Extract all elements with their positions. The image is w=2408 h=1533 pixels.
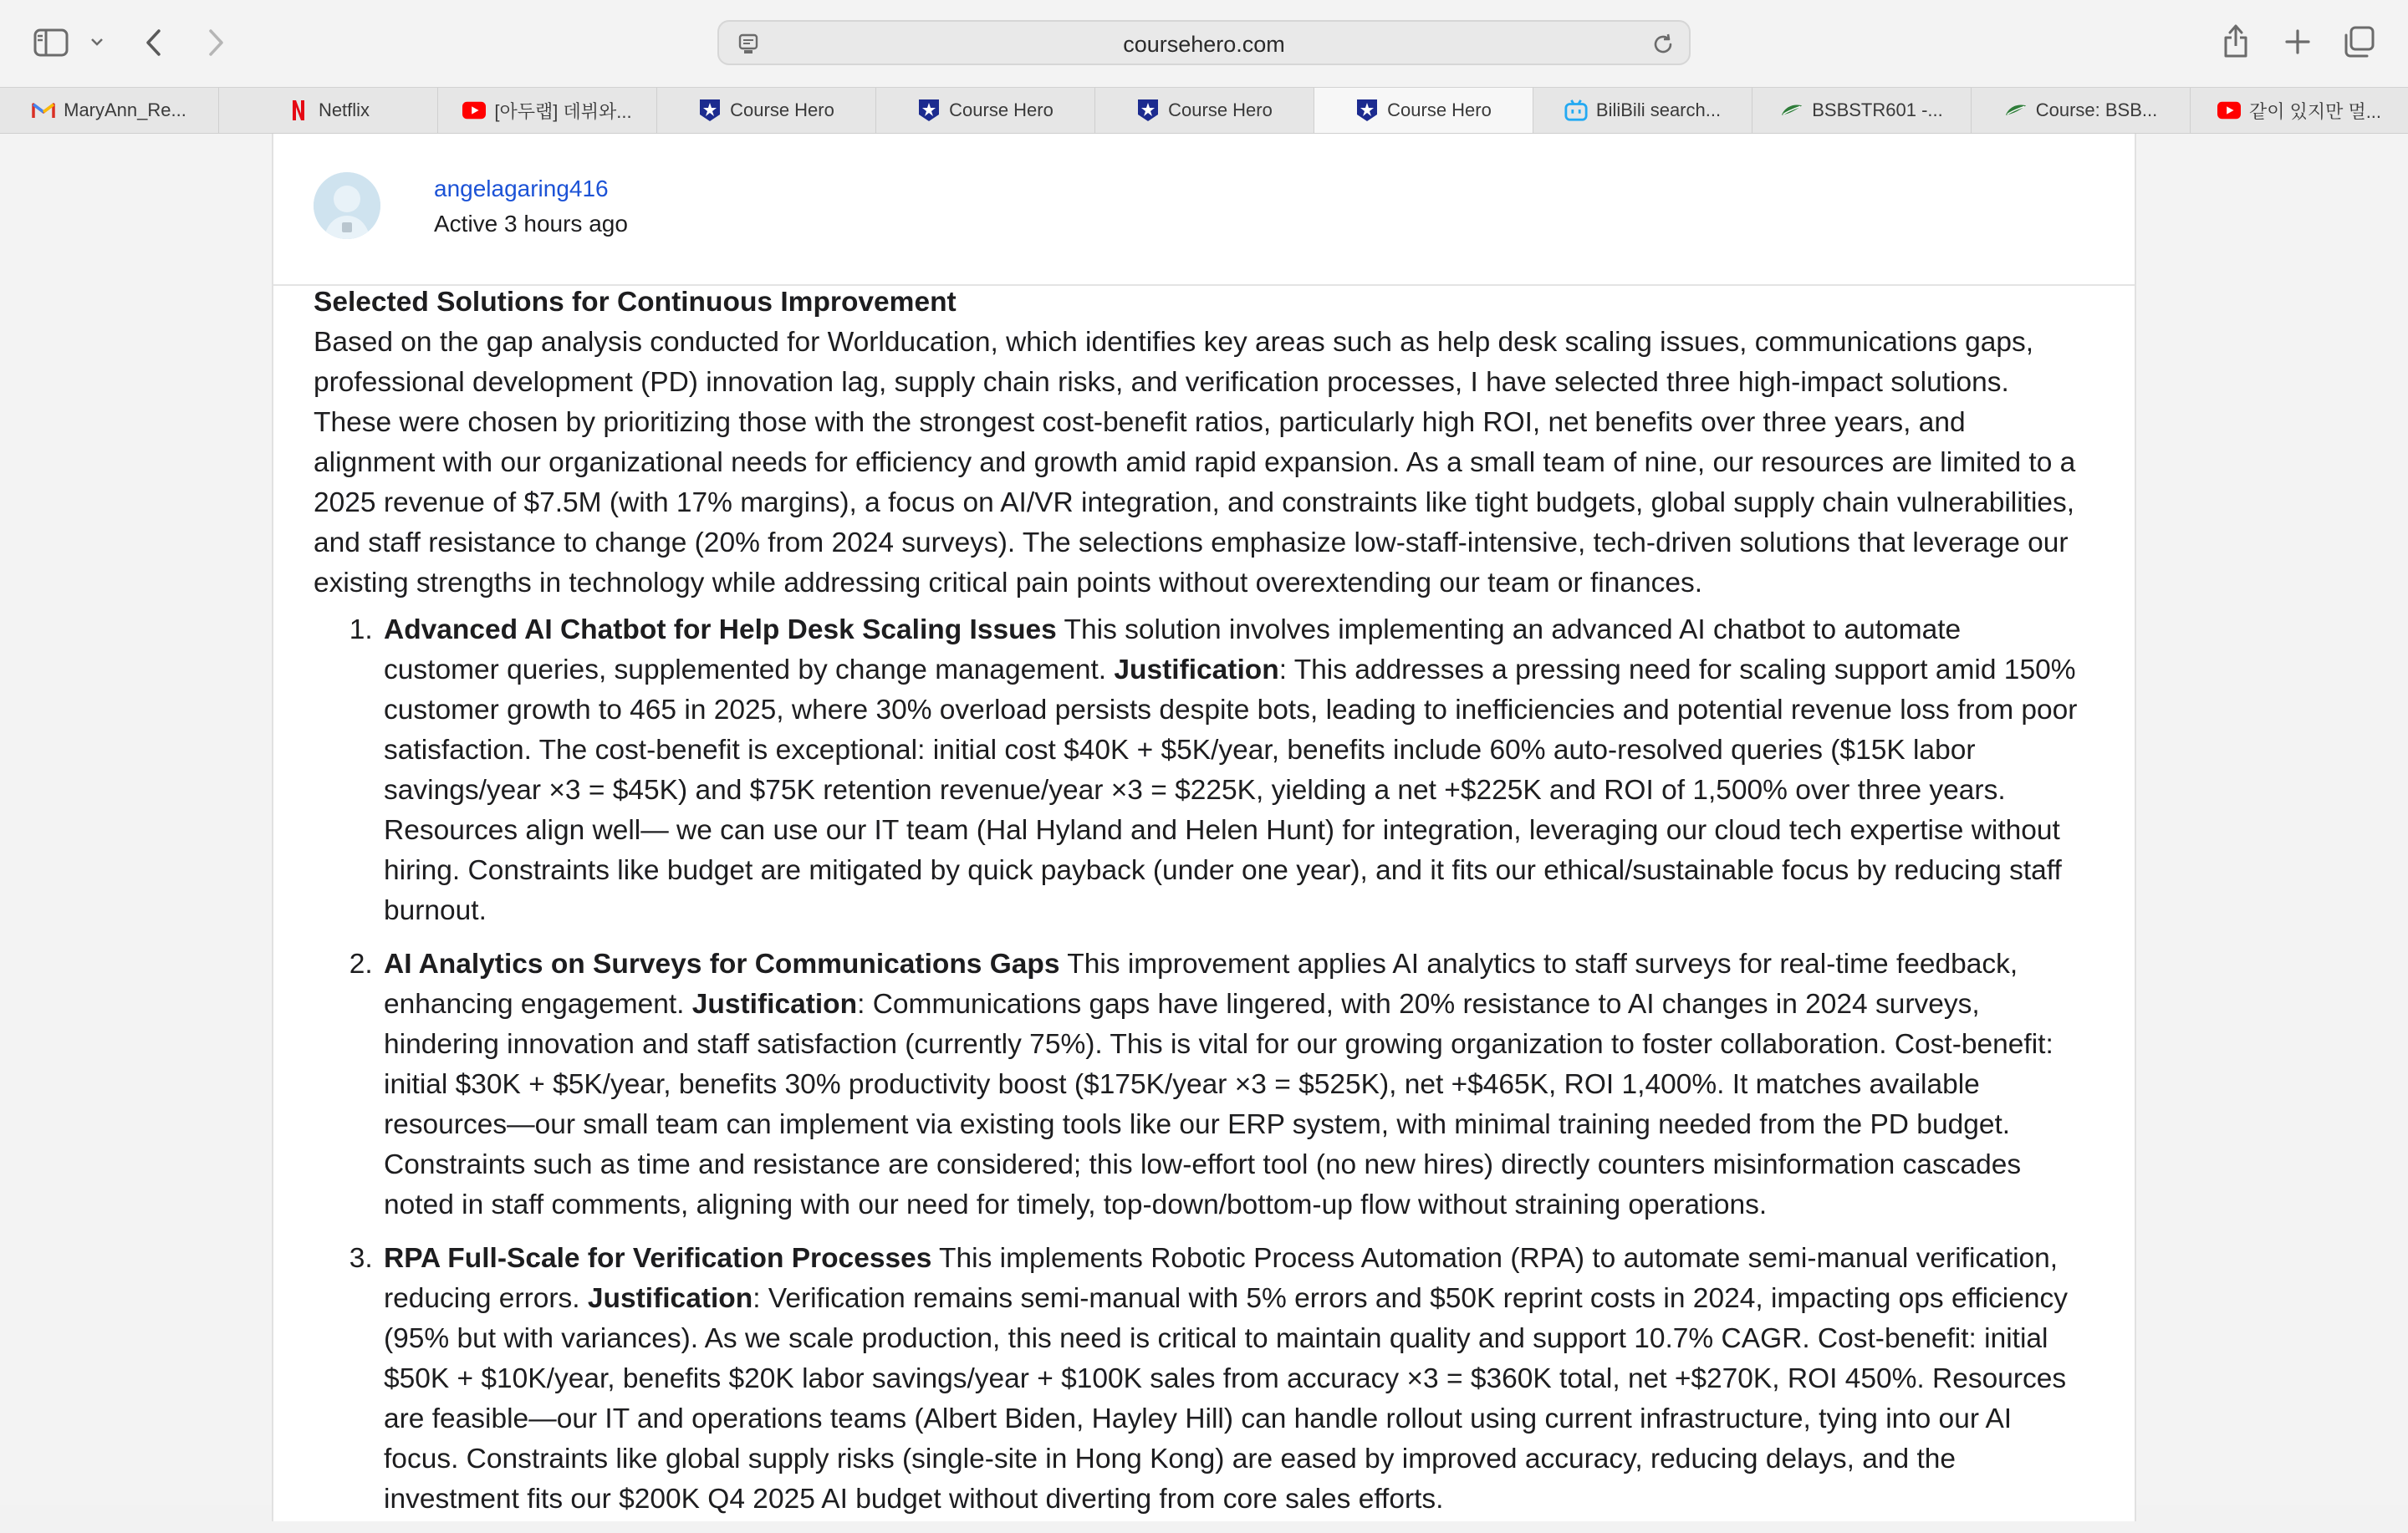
tab-label: Course Hero [730, 99, 834, 120]
post-intro: Based on the gap analysis conducted for Worlducation, which identifies key areas such as help desk scaling issues, communications gaps, professional development (PD) innovation lag, supply chain risks, and verification processes, I have selected three high-impact solutions. These were chosen by prioritizing those with the strongest cost-benefit ratios, particularly high ROI, net benefits over three years, and alignment with our organizational needs for efficiency and growth amid rapid expansion. As a small team of nine, our resources are limited to a 2025 revenue of $7.5M (with 17% margins), a focus on AI/VR integration, and constraints like tight budgets, global supply chain vulnerabilities, and staff resistance to change (20% from 2024 surveys). The selections emphasize low-staff-intensive, tech-driven solutions that leverage our existing strengths in technology while addressing critical pain points without overextending our team or finances. [314, 327, 2076, 598]
post-card [272, 134, 2136, 1521]
author-status: Active 3 hours ago [434, 211, 628, 237]
tab-youtube-1[interactable] [438, 88, 657, 133]
leaf-icon [2004, 99, 2028, 122]
solution-title: AI Analytics on Surveys for Communications Gaps [384, 949, 1060, 980]
solution-body: : Verification remains semi-manual with 5% errors and $50K reprint costs in 2024, impacting ops efficiency (95% but with variances). As we scale production, this need is critical to maintain quality and support 10.7% CAGR. Cost-benefit: initial $50K + $10K/year, benefits $20K labor savings/year + $100K sales from accuracy ×3 = $360K total, net +$270K, ROI 450%. Resources are feasible—our IT and operations teams (Albert Biden, Hayley Hill) can handle rollout using current infrastructure, tying into our AI focus. Constraints like global supply risks (single-site in Hong Kong) are eased by improved accuracy, reducing delays, and the investment fits our $200K Q4 2025 AI budget without diverting from core sales efforts. [384, 1283, 2068, 1515]
coursehero-icon [1136, 99, 1160, 122]
coursehero-icon [698, 99, 722, 122]
solution-body: : Communications gaps have lingered, with 20% resistance to AI changes in 2024 surveys, hindering innovation and staff satisfaction (currently 75%). This is vital for our growing organization to foster collaboration. Cost-benefit: initial $30K + $5K/year, benefits 30% productivity boost ($175K/year ×3 = $525K), net +$465K, ROI 1,400%. It matches available resources—our small team can implement via existing tools like our ERP system, with minimal training needed from the PD budget. Constraints such as time and resistance are considered; this low-effort tool (no new hires) directly counters misinformation cascades noted in staff comments, aligning with our need for timely, top-down/bottom-up flow without straining operations. [384, 989, 2053, 1220]
reload-icon[interactable] [1650, 32, 1676, 57]
gmail-icon [32, 99, 55, 122]
browser-toolbar [0, 0, 2408, 87]
tab-coursehero-2[interactable] [876, 88, 1095, 133]
netflix-icon [287, 99, 310, 122]
tab-label: Course Hero [1168, 99, 1273, 120]
tab-course-bsb[interactable] [1972, 88, 2191, 133]
tab-bar [0, 87, 2408, 134]
tab-label: Course: BSB... [2035, 99, 2158, 120]
tab-label: 같이 있지만 멀... [2248, 100, 2382, 122]
tab-label: Netflix [318, 99, 370, 120]
tab-label: Course Hero [949, 99, 1054, 120]
new-tab-plus-icon[interactable] [2281, 25, 2314, 59]
solution-title: Advanced AI Chatbot for Help Desk Scaling Issues [384, 614, 1057, 645]
solution-title: RPA Full-Scale for Verification Processes [384, 1243, 932, 1274]
tab-coursehero-3[interactable] [1095, 88, 1314, 133]
author-name-link[interactable]: angelagaring416 [434, 176, 609, 201]
tab-label: MaryAnn_Re... [64, 99, 186, 120]
tab-netflix[interactable] [219, 88, 438, 133]
tab-overview-icon[interactable] [2341, 23, 2378, 60]
chevron-down-icon[interactable] [87, 32, 107, 52]
tab-label: Course Hero [1387, 99, 1492, 120]
justification-label: Justification [587, 1283, 753, 1314]
tab-gmail[interactable] [0, 88, 219, 133]
list-item [380, 945, 2083, 1225]
solution-lead: This implements Robotic Process Automation (RPA) to automate semi-manual verification, reducing errors. [384, 1243, 2059, 1314]
justification-label: Justification [1114, 654, 1279, 685]
tab-coursehero-1[interactable] [657, 88, 876, 133]
back-arrow-icon[interactable] [139, 23, 169, 62]
coursehero-icon [917, 99, 941, 122]
tab-youtube-2[interactable] [2191, 88, 2408, 133]
youtube-icon [2217, 99, 2241, 122]
post-heading: Selected Solutions for Continuous Improvement [314, 287, 957, 318]
solution-lead: This solution involves implementing an advanced AI chatbot to automate customer queries, supplemented by change management. [384, 614, 1962, 685]
bilibili-icon [1564, 99, 1588, 122]
sidebar-toggle-icon[interactable] [33, 25, 69, 60]
solution-lead: This improvement applies AI analytics to staff surveys for real-time feedback, enhancing engagement. [384, 949, 2018, 1020]
address-bar[interactable] [717, 20, 1691, 65]
tab-label: BiliBili search... [1595, 99, 1722, 120]
address-url: coursehero.com [1123, 32, 1285, 57]
coursehero-icon [1355, 99, 1379, 122]
solution-body: : This addresses a pressing need for scaling support amid 150% customer growth to 465 in 2025, where 30% overload persists despite bots, leading to inefficiencies and potential revenue loss from poor satisfaction. The cost-benefit is exceptional: initial cost $40K + $5K/year, benefits include 60% auto-resolved queries ($15K labor savings/year ×3 = $45K) and $75K retention revenue/year ×3 = $225K, yielding a net +$225K and ROI of 1,500% over three years. Resources align well— we can use our IT team (Hal Hyland and Helen Hunt) for integration, leveraging our cloud tech expertise without hiring. Constraints like budget are mitigated by quick payback (under one year), and it fits our ethical/sustainable focus by reducing staff burnout. [384, 654, 2078, 926]
page-background [0, 134, 2408, 1515]
justification-label: Justification [691, 989, 858, 1020]
tab-bsbstr601[interactable] [1752, 88, 1972, 133]
list-item [380, 1239, 2083, 1520]
solutions-list [314, 610, 2083, 1520]
tab-label: [아두랩] 데뷔와... [494, 100, 632, 122]
list-item [380, 610, 2083, 931]
tab-label: BSBSTR601 -... [1812, 99, 1943, 120]
post-content [314, 283, 2083, 1533]
share-icon[interactable] [2221, 20, 2251, 62]
leaf-icon [1780, 99, 1803, 122]
tab-bilibili[interactable] [1533, 88, 1752, 133]
avatar[interactable] [314, 172, 380, 239]
forward-arrow-icon[interactable] [201, 23, 231, 62]
youtube-icon [462, 99, 486, 122]
tab-coursehero-4[interactable] [1314, 88, 1533, 133]
